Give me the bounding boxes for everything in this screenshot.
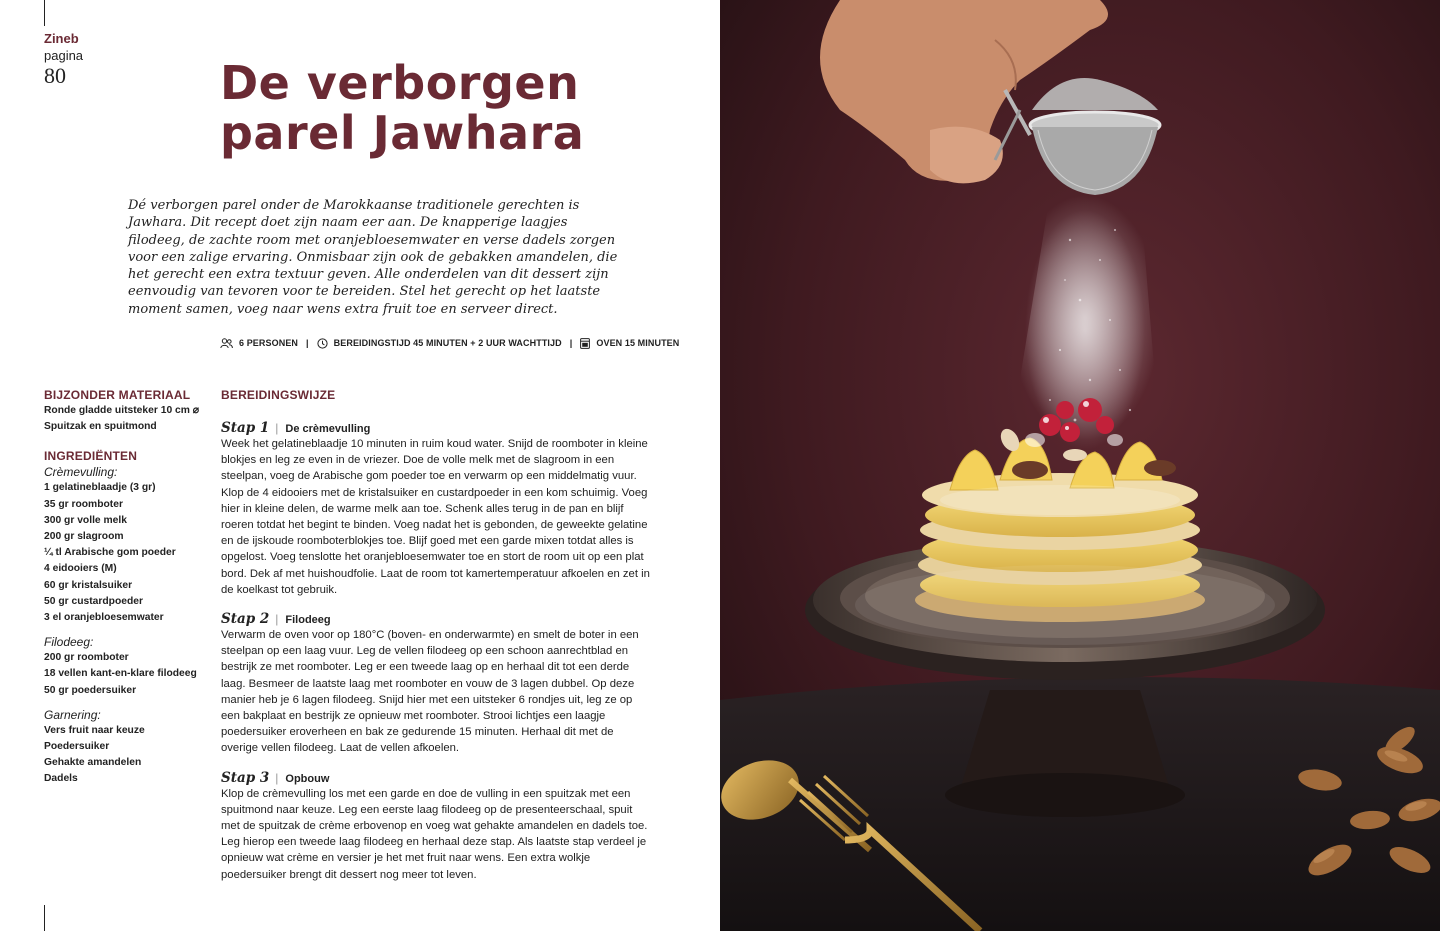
ingredient-item: 60 gr kristalsuiker xyxy=(44,579,133,591)
recipe-title-line-2: parel Jawhara xyxy=(220,106,585,160)
page-label: pagina xyxy=(44,48,84,63)
oven-time-text: OVEN 15 MINUTEN xyxy=(596,338,680,348)
meta-separator: | xyxy=(306,338,309,348)
step-separator: | xyxy=(275,770,279,785)
ingredient-item: 300 gr volle melk xyxy=(44,514,127,526)
step-separator: | xyxy=(275,421,279,435)
recipe-title-line-1: De verborgen xyxy=(220,56,580,110)
recipe-meta xyxy=(220,336,679,350)
step-header xyxy=(221,420,651,436)
prep-time-text: BEREIDINGSTIJD 45 MINUTEN + 2 UUR WACHTTIJD xyxy=(333,338,562,348)
ingredient-item: 3 el oranjebloesemwater xyxy=(44,612,164,624)
step-text: Week het gelatineblaadje 10 minuten in ruim koud water. Snijd de roomboter in kleine blokjes en leg ze even in de vriezer. Doe de volle melk met de slagroom in een steelpan, voeg de Arabische gom poeder toe en verwarm op een middelmatig vuur. Klop de 4 eidooiers met de kristalsuiker en custardpoeder in een kom schuimig. Voeg hier in kleine delen, de warme melk aan toe. Schenk alles terug in de pan en blijf roeren totdat het begint te binden. Voeg nadat het is gebonden, de geweekte gelatine en de ijskoude roomboterblokjes toe. Blijf goed met een garde mixen totdat alles is opgelost. Voeg tenslotte het oranjebloesemwater toe en stort de room uit op een plat bord. Dek af met huishoudfolie. Laat de room tot kamertemperatuur afkoelen en zet in de koelkast tot gebruik. xyxy=(221,438,650,596)
ingredient-item: 35 gr roomboter xyxy=(44,498,123,510)
margin-rule-top xyxy=(44,0,45,26)
material-item: Ronde gladde uitsteker 10 cm ⌀ xyxy=(44,405,199,416)
recipe-intro: Dé verborgen parel onder de Marokkaanse traditionele gerechten is Jawhara. Dit recept doet zijn naam eer aan. De knapperige laagjes filodeeg, de zachte room met oranjebloesemwater en verse dadels zorgen voor een zalige ervaring. Onmisbaar zijn ook de gebakken amandelen, die het gerecht een extra textuur geven. Alle onderdelen van dit dessert zijn eenvoudig van tevoren voor te bereiden. Stel het gerecht op het laatste moment samen, voeg naar wens extra fruit toe en serveer direct. xyxy=(128,198,618,317)
ingredient-item: 200 gr roomboter xyxy=(44,652,129,664)
ingredient-item: 50 gr custardpoeder xyxy=(44,595,143,607)
ingredient-item: Vers fruit naar keuze xyxy=(44,724,145,736)
step-title: De crèmevulling xyxy=(285,423,371,435)
step-text: Verwarm de oven voor op 180°C (boven- en onderwarmte) en smelt de boter in een steelpan op een laag vuur. Leg de vellen filodeeg op een schoon aanrechtblad en bestrijk ze met roomboter. Leg er een tweede laag op en herhaal dit tot een derde laag. Besmeer de laatste laag met roomboter en vouw de 3 lagen dubbel. Op deze manier heb je 6 lagen filodeeg. Snijd hier met een uitsteker 6 rondjes uit, leg ze op een bakplaat en bestrijk ze opnieuw met roomboter. Strooi lichtjes een laagje poedersuiker eroverheen en bak ze gedurende 15 minuten. Herhaal dit met de overige vellen filodeeg. Laat de vellen afkoelen. xyxy=(221,629,639,755)
ingredient-item: 4 eidooiers (M) xyxy=(44,563,117,575)
ingredient-group-title: Filodeeg: xyxy=(44,635,94,650)
step-block xyxy=(221,420,651,598)
method-column xyxy=(221,387,651,883)
servings-text: 6 PERSONEN xyxy=(239,338,299,348)
ingredients-column xyxy=(44,387,214,788)
meta-separator: | xyxy=(569,338,573,348)
ingredients-heading: INGREDIËNTEN xyxy=(44,449,138,464)
ingredient-item: 1 gelatineblaadje (3 gr) xyxy=(44,482,156,494)
step-header xyxy=(221,770,651,786)
ingredient-item: 50 gr poedersuiker xyxy=(44,684,137,696)
step-title: Opbouw xyxy=(285,772,330,785)
page-number: 80 xyxy=(44,63,66,88)
material-item: Spuitzak en spuitmond xyxy=(44,421,157,433)
step-label: Stap 2 xyxy=(221,611,270,628)
ingredient-item: Dadels xyxy=(44,773,78,785)
ingredient-item: 200 gr slagroom xyxy=(44,531,124,543)
ingredient-group-title: Crèmevulling: xyxy=(44,465,118,480)
persons-icon xyxy=(220,338,233,349)
ingredient-group-title: Garnering: xyxy=(44,707,101,722)
step-text: Klop de crèmevulling los met een garde en doe de vulling in een spuitzak met een spuitmond naar keuze. Leg een eerste laag filodeeg op de presenteerschaal, spuit met de spuitzak de crème erbovenop en voeg wat gehakte amandelen en dadels toe. Leg hierop een tweede laag filodeeg en herhaal deze stap. Als laatste stap verdeel je opnieuw wat crème en versier je het met fruit naar wens. Een extra wolkje poedersuiker brengt dit dessert nog meer tot leven. xyxy=(221,787,648,881)
ingredient-item: Gehakte amandelen xyxy=(44,757,142,769)
ingredient-item: ¼ tl Arabische gom poeder xyxy=(44,547,176,559)
step-block xyxy=(221,611,651,757)
ingredient-item: 18 vellen kant-en-klare filodeeg xyxy=(44,668,197,680)
oven-icon xyxy=(580,338,590,349)
materials-heading: BIJZONDER MATERIAAL xyxy=(44,388,191,402)
method-heading: BEREIDINGSWIJZE xyxy=(221,388,336,402)
step-block xyxy=(221,770,651,883)
step-label: Stap 3 xyxy=(221,769,270,786)
margin-rule-bottom xyxy=(44,905,45,931)
author-name: Zineb xyxy=(44,31,79,46)
step-title: Filodeeg xyxy=(285,614,331,627)
recipe-title xyxy=(220,58,584,158)
step-label: Stap 1 xyxy=(221,420,270,436)
clock-icon xyxy=(317,338,328,349)
step-header xyxy=(221,611,651,627)
dessert-photo xyxy=(720,0,1440,931)
ingredient-item: Poedersuiker xyxy=(44,741,110,753)
step-separator: | xyxy=(275,612,279,627)
